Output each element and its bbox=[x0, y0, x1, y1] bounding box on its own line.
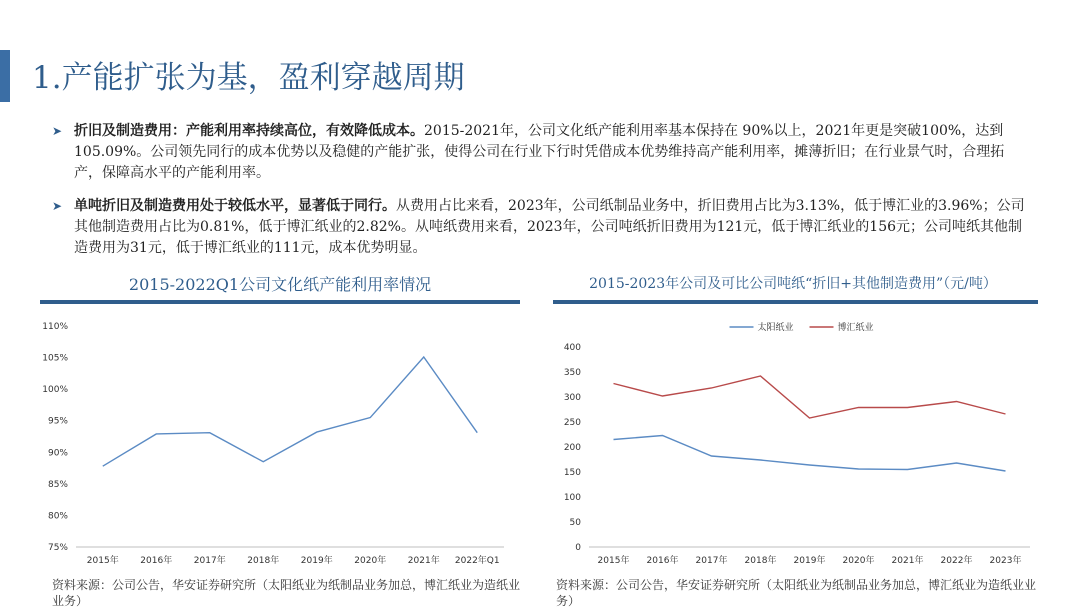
x-tick-label: 2022年Q1 bbox=[455, 554, 500, 566]
bullet-heading: 折旧及制造费用：产能利用率持续高位，有效降低成本。 bbox=[74, 123, 424, 139]
chart-title-utilization: 2015-2022Q1公司文化纸产能利用率情况 bbox=[40, 272, 520, 295]
x-tick-label: 2017年 bbox=[696, 554, 728, 566]
legend-label: 博汇纸业 bbox=[838, 321, 874, 333]
x-tick-label: 2016年 bbox=[647, 554, 679, 566]
title-accent-bar bbox=[0, 50, 10, 102]
x-tick-label: 2021年 bbox=[408, 554, 440, 566]
chart-title-rule bbox=[40, 300, 520, 304]
bullet-heading: 单吨折旧及制造费用处于较低水平，显著低于同行。 bbox=[74, 198, 396, 214]
cost-chart bbox=[553, 312, 1038, 572]
arrow-bullet-icon: ➤ bbox=[52, 121, 62, 142]
series-line bbox=[614, 436, 1006, 472]
legend-label: 太阳纸业 bbox=[758, 321, 794, 333]
x-tick-label: 2018年 bbox=[247, 554, 279, 566]
x-tick-label: 2019年 bbox=[794, 554, 826, 566]
source-note-left: 资料来源：公司公告，华安证券研究所（太阳纸业为纸制品业务加总，博汇纸业为造纸业业务） bbox=[52, 577, 522, 609]
y-tick-label: 110% bbox=[42, 322, 68, 332]
source-note-right: 资料来源：公司公告，华安证券研究所（太阳纸业为纸制品业务加总，博汇纸业为造纸业业务） bbox=[556, 577, 1051, 609]
y-tick-label: 350 bbox=[564, 368, 581, 378]
series-line bbox=[103, 357, 478, 466]
y-tick-label: 250 bbox=[564, 418, 581, 428]
y-tick-label: 100% bbox=[42, 385, 68, 395]
utilization-chart-svg bbox=[40, 312, 520, 572]
x-tick-label: 2021年 bbox=[892, 554, 924, 566]
x-tick-label: 2015年 bbox=[87, 554, 119, 566]
x-tick-label: 2017年 bbox=[194, 554, 226, 566]
y-tick-label: 80% bbox=[48, 511, 68, 521]
bullet-text: 从费用占比来看，2023年，公司纸制品业务中，折旧费用占比为3.13%，低于博汇业的3.96%；公司其他制造费用占比为0.81%，低于博汇纸业的2.82%。从吨纸费用来看，2023年，公司吨纸折旧费用为121元，低于博汇纸业的156元；公司吨纸其他制造费用为31元，低于博汇纸业的111元，成本优势明显。 bbox=[74, 198, 1025, 256]
y-tick-label: 50 bbox=[570, 518, 582, 528]
x-tick-label: 2016年 bbox=[140, 554, 172, 566]
utilization-chart bbox=[40, 312, 520, 572]
x-tick-label: 2020年 bbox=[354, 554, 386, 566]
bullet-per-ton-cost bbox=[52, 196, 1032, 259]
x-tick-label: 2018年 bbox=[745, 554, 777, 566]
y-tick-label: 200 bbox=[564, 443, 581, 453]
y-tick-label: 90% bbox=[48, 448, 68, 458]
chart-title-cost: 2015-2023年公司及可比公司吨纸“折旧+其他制造费用”（元/吨） bbox=[548, 273, 1038, 293]
cost-chart-svg bbox=[553, 312, 1038, 572]
series-line bbox=[614, 376, 1006, 418]
page-title: 1.产能扩张为基，盈利穿越周期 bbox=[32, 52, 465, 97]
x-tick-label: 2022年 bbox=[941, 554, 973, 566]
x-tick-label: 2015年 bbox=[598, 554, 630, 566]
chart-title-rule bbox=[553, 300, 1038, 304]
y-tick-label: 0 bbox=[575, 543, 581, 553]
y-tick-label: 400 bbox=[564, 343, 581, 353]
y-tick-label: 150 bbox=[564, 468, 581, 478]
y-tick-label: 100 bbox=[564, 493, 581, 503]
x-tick-label: 2023年 bbox=[990, 554, 1022, 566]
y-tick-label: 300 bbox=[564, 393, 581, 403]
y-tick-label: 85% bbox=[48, 480, 68, 490]
y-tick-label: 95% bbox=[48, 417, 68, 427]
bullet-text: 2015-2021年，公司文化纸产能利用率基本保持在 90%以上，2021年更是突破100%，达到105.09%。公司领先同行的成本优势以及稳健的产能扩张，使得公司在行业下行时凭借成本优势维持高产能利用率，摊薄折旧；在行业景气时，合理拓产，保障高水平的产能利用率。 bbox=[74, 123, 1004, 181]
bullet-depreciation bbox=[52, 121, 1032, 184]
x-tick-label: 2020年 bbox=[843, 554, 875, 566]
y-tick-label: 75% bbox=[48, 543, 68, 553]
y-tick-label: 105% bbox=[42, 354, 68, 364]
arrow-bullet-icon: ➤ bbox=[52, 196, 62, 217]
x-tick-label: 2019年 bbox=[301, 554, 333, 566]
